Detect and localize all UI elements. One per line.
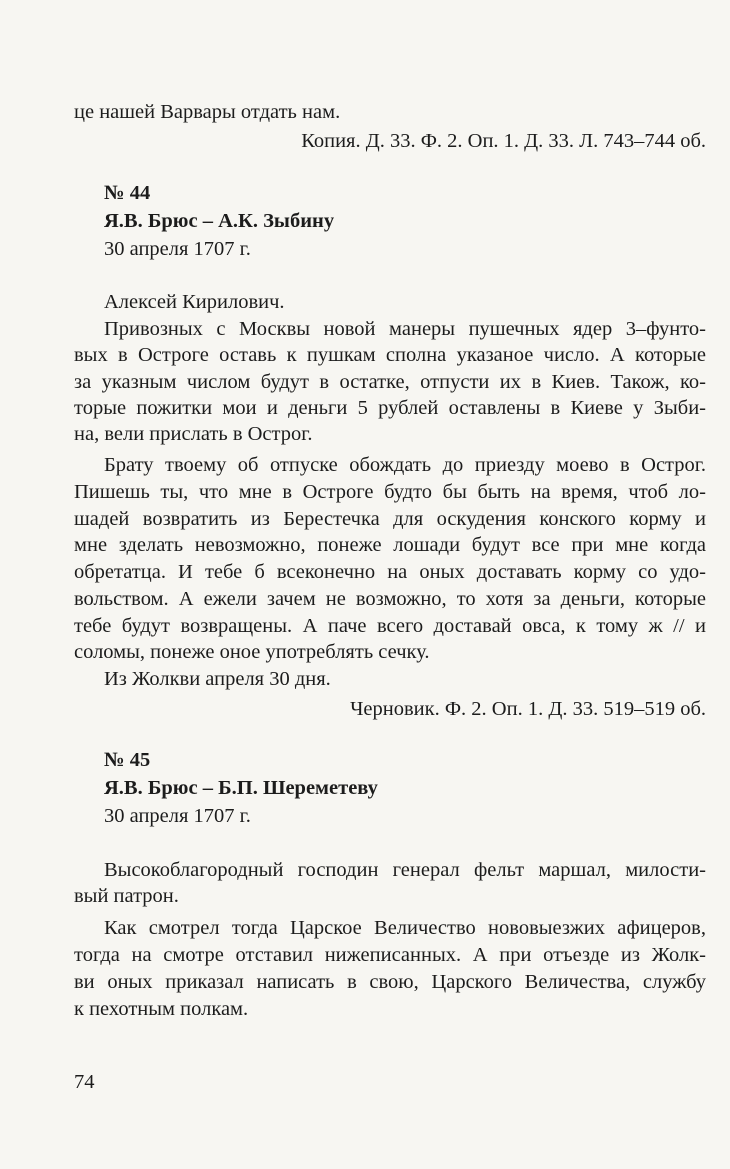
source-note-draft: Черновик. Ф. 2. Оп. 1. Д. 33. 519–519 об.: [350, 698, 706, 720]
document-number-45: № 45: [104, 749, 151, 771]
body-line: тогда на смотре отставил нижеписанных. А при отъезде из Жолк-: [74, 944, 706, 966]
body-line: Привозных с Москвы новой манеры пушечных ядер 3–фунто-: [104, 318, 706, 340]
document-title-45: Я.В. Брюс – Б.П. Шереметеву: [104, 777, 378, 799]
body-line: к пехотным полкам.: [74, 998, 249, 1020]
body-line: ви оных приказал написать в свою, Царского Величества, службу: [74, 971, 706, 993]
body-line: соломы, понеже оное употреблять сечку.: [74, 641, 430, 663]
continuation-line: це нашей Варвары отдать нам.: [74, 101, 341, 123]
body-line: Пишешь ты, что мне в Остроге будто бы быть на время, чтоб ло-: [74, 481, 706, 503]
salutation-44: Алексей Кирилович.: [104, 291, 285, 313]
page-number: 74: [74, 1071, 95, 1093]
body-line: мне зделать невозможно, понеже лошади будут все при мне когда: [74, 534, 706, 556]
document-title-44: Я.В. Брюс – А.К. Зыбину: [104, 210, 335, 232]
body-line: вых в Остроге оставь к пушкам сполна указаное число. А которые: [74, 344, 706, 366]
body-line: вольством. А ежели зачем не возможно, то хотя за деньги, которые: [74, 588, 706, 610]
source-note-copy: Копия. Д. 33. Ф. 2. Оп. 1. Д. 33. Л. 743–744 об.: [301, 130, 706, 152]
place-date-line: Из Жолкви апреля 30 дня.: [104, 668, 331, 690]
body-line: Высокоблагородный господин генерал фельт маршал, милости-: [104, 859, 706, 881]
body-line: за указным числом будут в остатке, отпусти их в Киев. Також, ко-: [74, 371, 706, 393]
body-line: вый патрон.: [74, 885, 179, 907]
body-line: обретатца. И тебе б всеконечно на оных доставать корму со удо-: [74, 561, 706, 583]
body-line: торые пожитки мои и деньги 5 рублей оставлены в Киеве у Зыби-: [74, 397, 706, 419]
body-line: Как смотрел тогда Царское Величество нововыезжих афицеров,: [104, 917, 706, 939]
body-line: шадей возвратить из Берестечка для оскудения конского корму и: [74, 508, 706, 530]
body-line: тебе будут возвращены. А паче всего доставай овса, к тому ж // и: [74, 615, 706, 637]
body-line: на, вели прислать в Острог.: [74, 423, 313, 445]
document-date-45: 30 апреля 1707 г.: [104, 805, 251, 827]
document-number-44: № 44: [104, 182, 151, 204]
document-date-44: 30 апреля 1707 г.: [104, 238, 251, 260]
body-line: Брату твоему об отпуске обождать до приезду моево в Острог.: [104, 454, 706, 476]
